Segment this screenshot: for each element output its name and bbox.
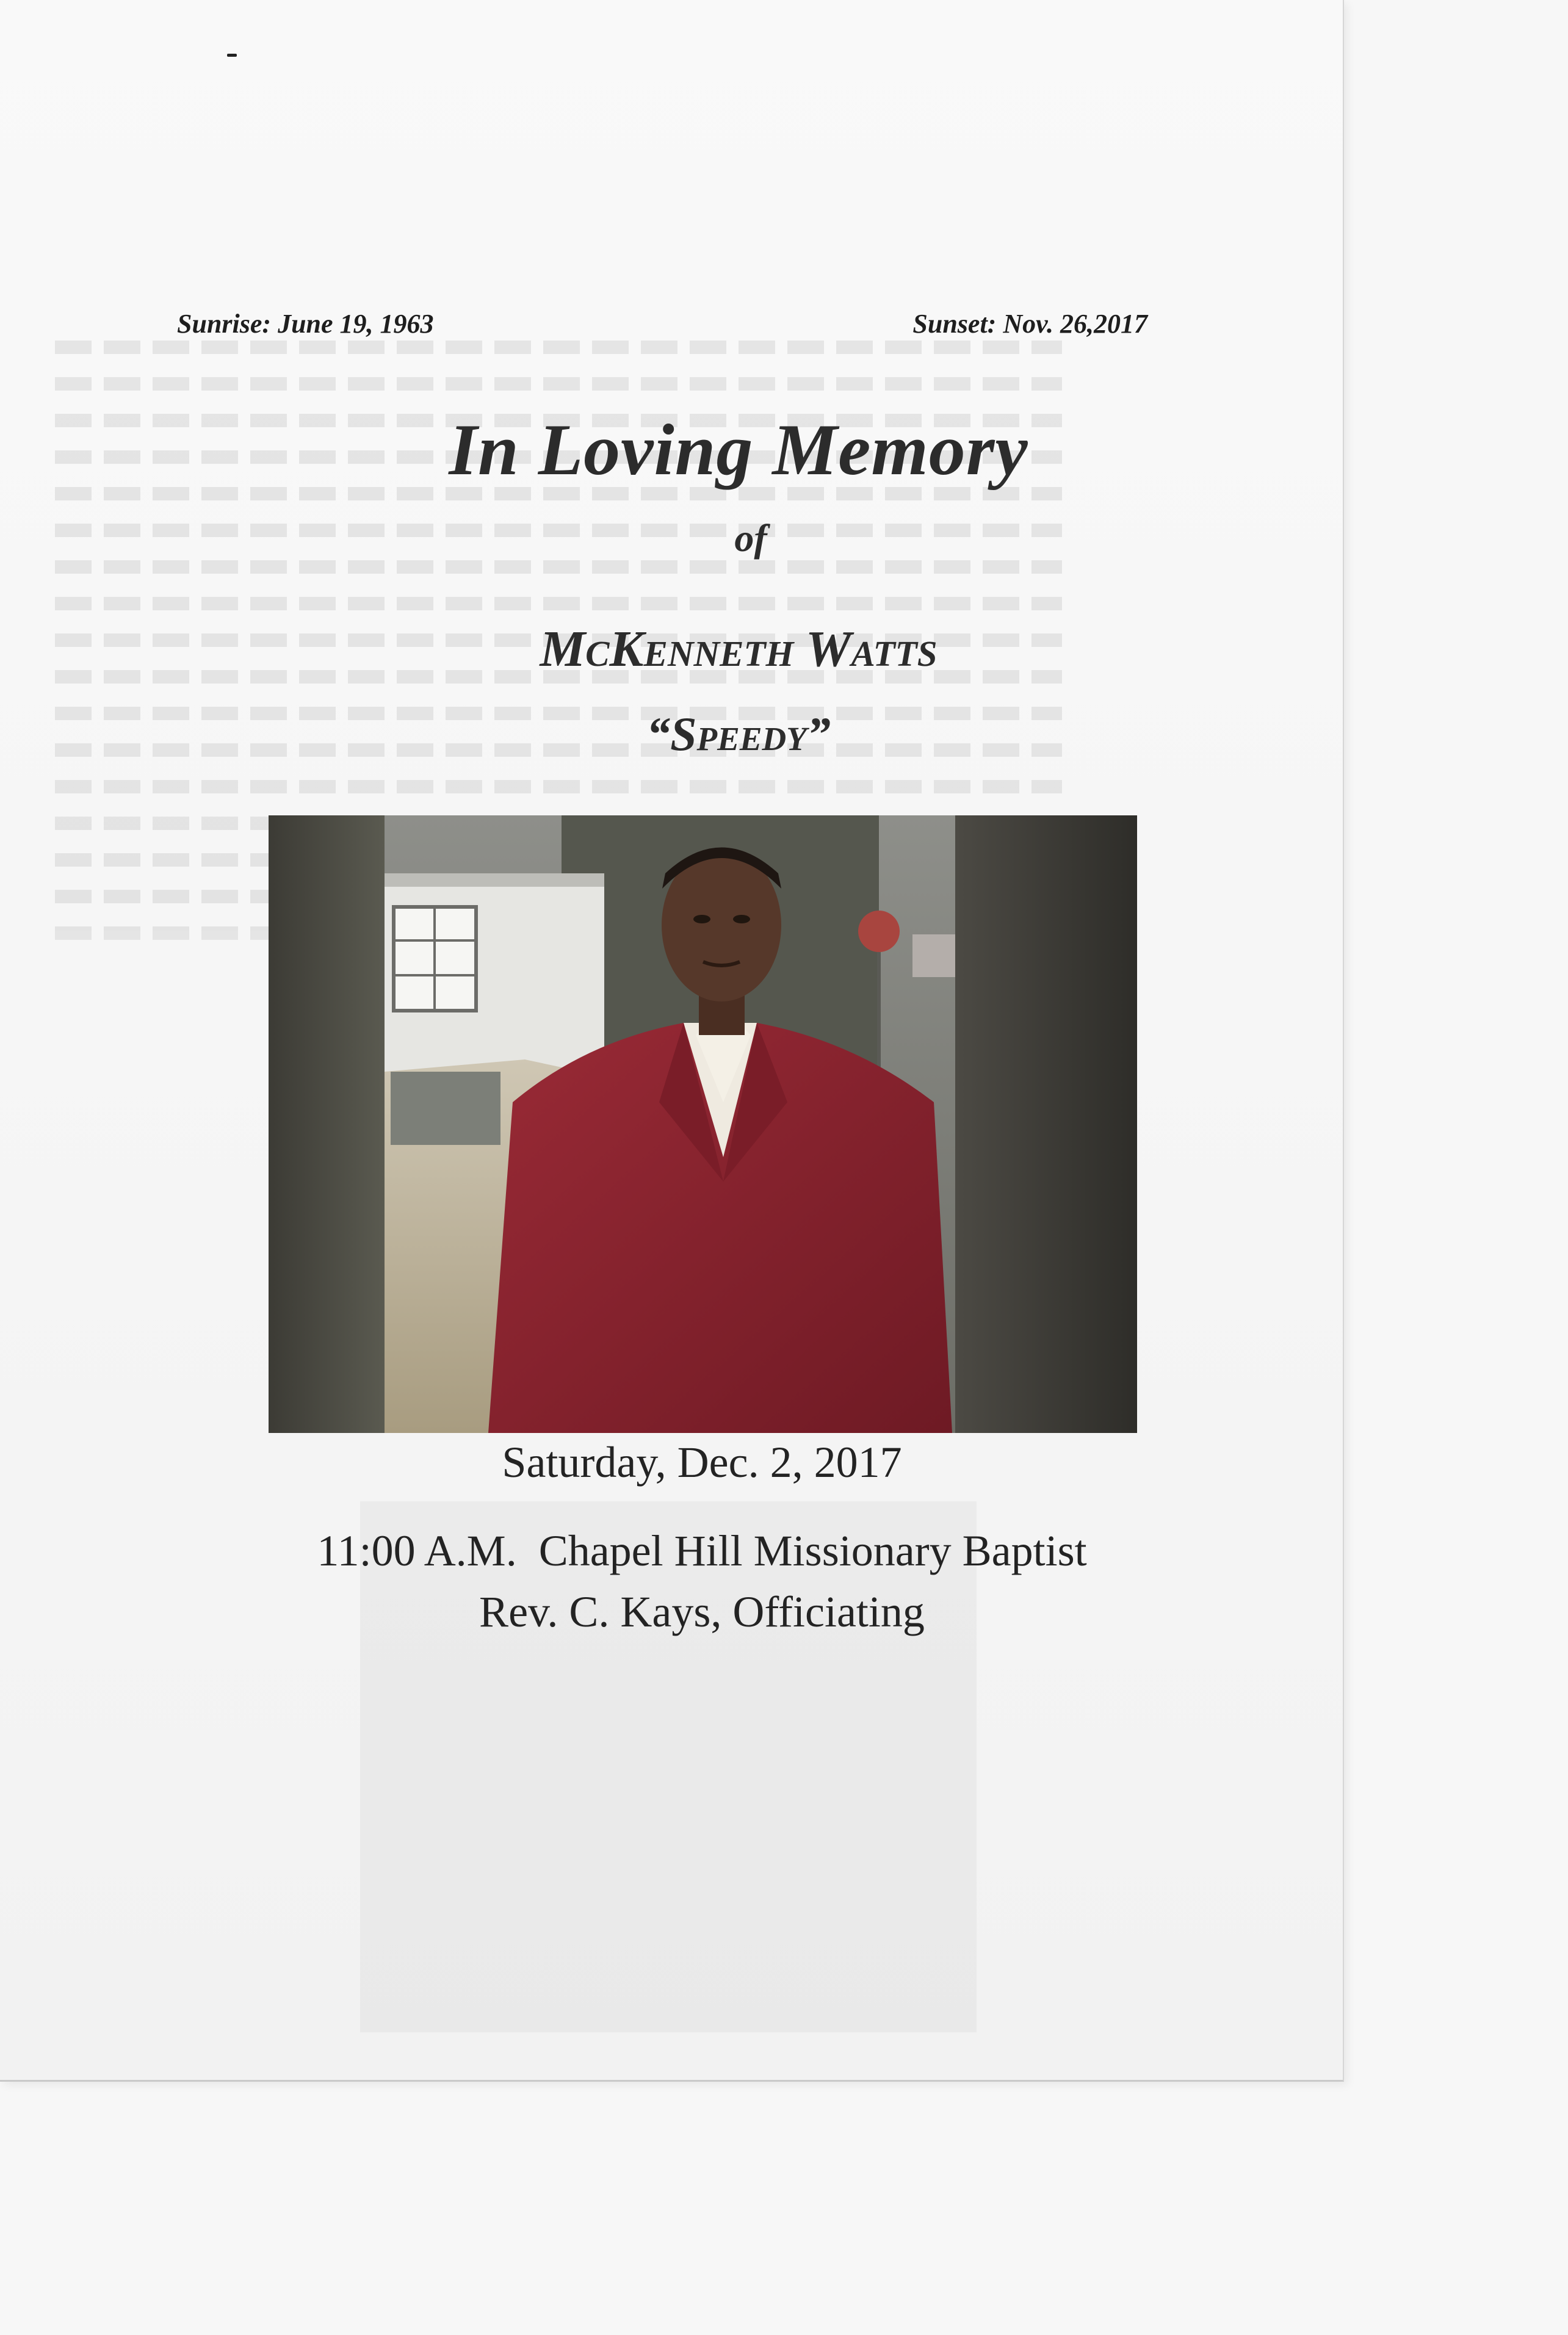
deceased-nickname: “Speedy” bbox=[646, 707, 831, 760]
portrait-photo bbox=[269, 815, 1137, 1433]
sunrise-date: Sunrise: June 19, 1963 bbox=[177, 309, 434, 339]
title-connector: of bbox=[734, 516, 767, 560]
bleed-through-photo bbox=[360, 1501, 977, 2032]
service-time-place: 11:00 A.M. Chapel Hill Missionary Baptist bbox=[317, 1526, 1087, 1575]
ink-speck bbox=[227, 54, 237, 57]
service-date: Saturday, Dec. 2, 2017 bbox=[502, 1438, 902, 1487]
portrait-illustration bbox=[269, 815, 1137, 1433]
deceased-name: McKenneth Watts bbox=[540, 621, 938, 677]
sunset-date: Sunset: Nov. 26,2017 bbox=[912, 309, 1147, 339]
memorial-title: In Loving Memory bbox=[449, 409, 1028, 490]
officiant: Rev. C. Kays, Officiating bbox=[479, 1587, 925, 1636]
